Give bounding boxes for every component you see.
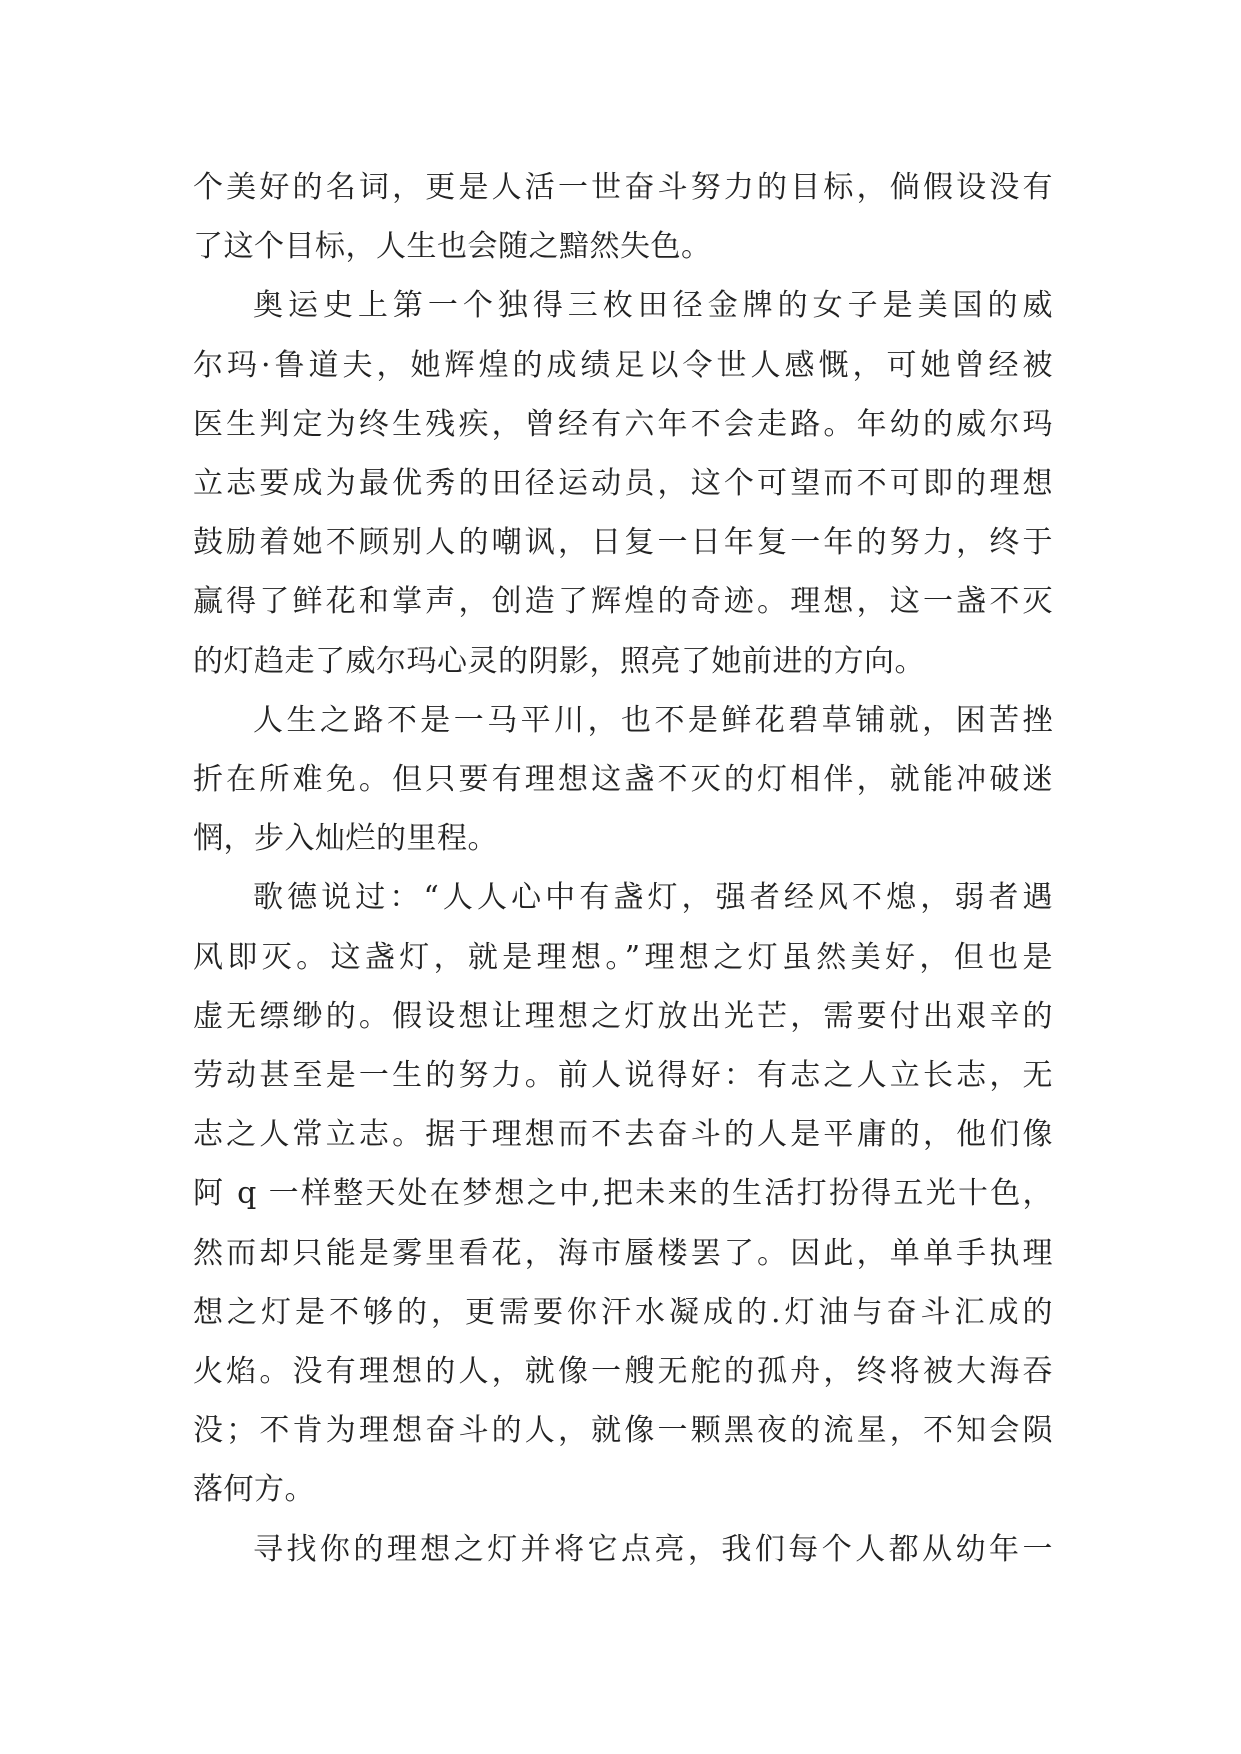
paragraph-1: [193, 158, 1053, 276]
paragraph-5: [193, 1520, 1053, 1579]
paragraph-3: [193, 691, 1053, 869]
paragraph-4: [193, 868, 1053, 1519]
text-line: 劳动甚至是一生的努力。前人说得好：有志之人立长志，无: [193, 1058, 1053, 1094]
text-line: 的灯趋走了威尔玛心灵的阴影，照亮了她前进的方向。: [193, 643, 925, 679]
text-line: 火焰。没有理想的人，就像一艘无舵的孤舟，终将被大海吞: [193, 1354, 1053, 1390]
text-line: 志之人常立志。据于理想而不去奋斗的人是平庸的，他们像: [193, 1117, 1053, 1153]
text-line: 落何方。: [193, 1472, 315, 1508]
text-line: 医生判定为终生残疾，曾经有六年不会走路。年幼的威尔玛: [193, 406, 1053, 442]
text-line: 立志要成为最优秀的田径运动员，这个可望而不可即的理想: [193, 466, 1053, 502]
text-line: 阿 q 一样整天处在梦想之中,把未来的生活打扮得五光十色，: [193, 1176, 1053, 1212]
text-line: 赢得了鲜花和掌声，创造了辉煌的奇迹。理想，这一盏不灭: [193, 584, 1053, 620]
text-line: 个美好的名词，更是人活一世奋斗努力的目标，倘假设没有: [193, 170, 1053, 205]
text-line: 鼓励着她不顾别人的嘲讽，日复一日年复一年的努力，终于: [193, 525, 1053, 561]
text-line: 了这个目标，人生也会随之黯然失色。: [193, 229, 712, 265]
text-line: 尔玛·鲁道夫，她辉煌的成绩足以令世人感慨，可她曾经被: [193, 347, 1053, 383]
text-line: 风即灭。这盏灯，就是理想。”理想之灯虽然美好，但也是: [193, 939, 1053, 975]
text-line: 奥运史上第一个独得三枚田径金牌的女子是美国的威: [253, 288, 1053, 324]
text-line: 然而却只能是雾里看花，海市蜃楼罢了。因此，单单手执理: [193, 1235, 1053, 1271]
paragraph-2: [193, 276, 1053, 690]
text-line: 没；不肯为理想奋斗的人，就像一颗黑夜的流星，不知会陨: [193, 1413, 1053, 1449]
text-line: 惘，步入灿烂的里程。: [193, 821, 498, 857]
text-line: 虚无缥缈的。假设想让理想之灯放出光芒，需要付出艰辛的: [193, 998, 1053, 1034]
text-line: 歌德说过：“人人心中有盏灯，强者经风不熄，弱者遇: [253, 880, 1053, 916]
text-line: 人生之路不是一马平川，也不是鲜花碧草铺就，困苦挫: [253, 702, 1053, 738]
text-line: 寻找你的理想之灯并将它点亮，我们每个人都从幼年一: [253, 1531, 1053, 1567]
text-line: 折在所难免。但只要有理想这盏不灭的灯相伴，就能冲破迷: [193, 762, 1053, 798]
text-line: 想之灯是不够的，更需要你汗水凝成的.灯油与奋斗汇成的: [193, 1294, 1053, 1330]
body-text: [193, 158, 1053, 1579]
